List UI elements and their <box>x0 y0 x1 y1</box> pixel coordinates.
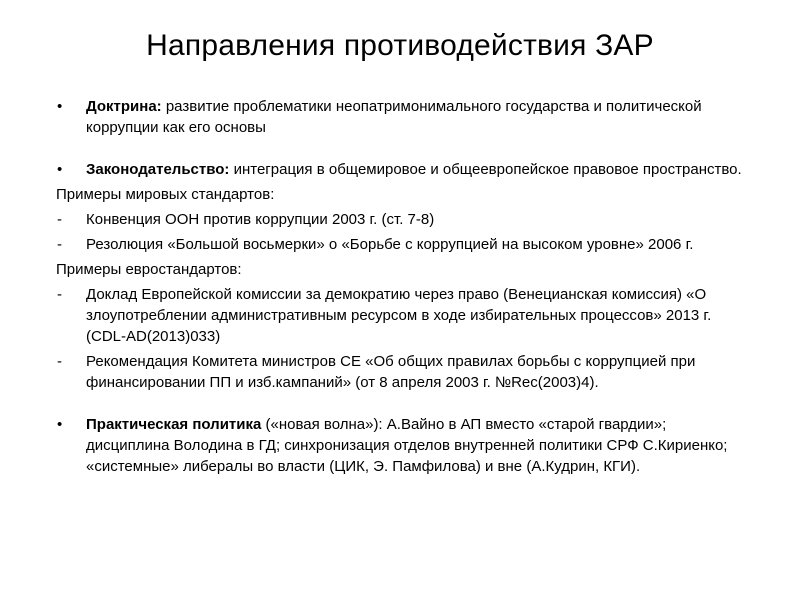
slide-title: Направления противодействия ЗАР <box>146 29 654 62</box>
bullet-body: развитие проблематики неопатримонимального государства и политической коррупции как его основы <box>86 98 702 136</box>
list-item <box>56 234 746 255</box>
bullet-text <box>86 414 746 477</box>
bullet-text <box>86 96 746 138</box>
list-item-text: Резолюция «Большой восьмерки» о «Борьбе с коррупцией на высоком уровне» 2006 г. <box>86 236 694 253</box>
bullet-body: («новая волна»): А.Вайно в АП вместо «старой гвардии»; дисциплина Володина в ГД; синхронизация отделов внутренней политики СРФ С.Кириенко; «системные» либералы во власти (ЦИК, Э. Памфилова) и вне (А.Кудрин, КГИ). <box>86 416 728 475</box>
euro-standards-heading: Примеры евростандартов: <box>56 261 242 278</box>
bullet-label: Законодательство: <box>86 161 230 178</box>
dash-marker: - <box>57 286 62 303</box>
bullet-practice <box>56 414 746 477</box>
dash-marker: - <box>57 211 62 228</box>
list-item-text: Доклад Европейской комиссии за демократию через право (Венецианская комиссия) «О злоупотреблении административным ресурсом в ходе избирательных процессов» 2013 г. (CDL-AD(2013)033) <box>86 286 712 345</box>
bullet-text <box>86 159 746 180</box>
list-item-text: Конвенция ООН против коррупции 2003 г. (ст. 7-8) <box>86 211 435 228</box>
spacer <box>56 393 746 414</box>
slide-body <box>56 96 746 477</box>
bullet-marker: • <box>57 416 63 433</box>
dash-marker: - <box>57 353 62 370</box>
list-item <box>56 209 746 230</box>
list-item <box>56 284 746 347</box>
bullet-label: Практическая политика <box>86 416 262 433</box>
bullet-body: интеграция в общемировое и общеевропейское правовое пространство. <box>229 161 742 178</box>
bullet-doctrine <box>56 96 746 138</box>
bullet-label: Доктрина: <box>86 98 162 115</box>
bullet-legislation <box>56 159 746 180</box>
spacer <box>56 138 746 159</box>
bullet-marker: • <box>57 161 63 178</box>
list-item <box>56 351 746 393</box>
bullet-marker: • <box>57 98 63 115</box>
dash-marker: - <box>57 236 62 253</box>
list-item-text: Рекомендация Комитета министров СЕ «Об общих правилах борьбы с коррупцией при финансировании ПП и изб.кампаний» (от 8 апреля 2003 г. №Rec(2003)4). <box>86 353 696 391</box>
world-standards-heading: Примеры мировых стандартов: <box>56 186 275 203</box>
